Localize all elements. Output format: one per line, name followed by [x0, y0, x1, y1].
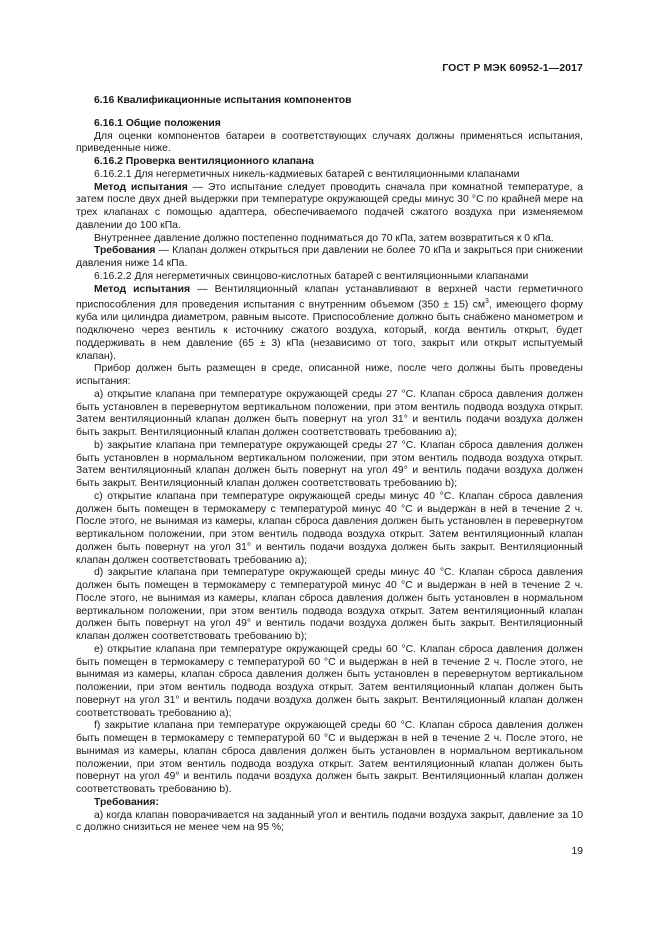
- nicd-requirement-text: — Клапан должен открыться при давлении не более 70 кПа и закрыться при снижении давления ниже 14 кПа.: [76, 245, 583, 269]
- list-item: c) открытие клапана при температуре окружающей среды минус 40 °С. Клапан сброса давления должен быть помещен в термокамеру с температурой минус 40 °С и выдержан в ней в течение 2 ч. После этого, не вынимая из камеры, клапан сброса давления должен быть установлен в перевернутом вертикальном положении, при этом вентиль подвода воздуха открыт. Затем вентиляционный клапан должен быть повернут на угол 31° и вентиль подачи воздуха должен быть закрыт. Вентиляционный клапан должен соответствовать требованию a);: [76, 490, 583, 566]
- page-number: 19: [571, 845, 583, 857]
- nicd-method-label: Метод испытания: [94, 181, 188, 193]
- lead-method-text-b: , имеющего форму куба или цилиндра диаметром, равным высоте. Приспособление должно быть снабжено манометром и подключено через вентиль к источнику сжатого воздуха, который, когда вентиль открыт, будет поддерживать в нем давление (65 ± 3) кПа (независимо от того, закрыт или открыт испытуемый клапан).: [76, 299, 583, 362]
- requirements-label: Требования:: [94, 796, 159, 808]
- list-item: d) закрытие клапана при температуре окружающей среды минус 40 °С. Клапан сброса давления должен быть помещен в термокамеру с температурой минус 40 °С и выдержан в ней в течение 2 ч. После этого, не вынимая из камеры, клапан сброса давления должен быть установлен в нормальном вертикальном положении, при этом вентиль подвода воздуха открыт. Затем вентиляционный клапан должен быть повернут на угол 49° и вентиль подачи воздуха должен быть закрыт. Вентиляционный клапан должен соответствовать требованию b);: [76, 567, 583, 643]
- subsection-title-valve: 6.16.2 Проверка вентиляционного клапана: [94, 156, 314, 167]
- list-item: f) закрытие клапана при температуре окружающей среды 60 °С. Клапан сброса давления должен быть помещен в термокамеру с температурой 60 °С и выдержан в ней в течение 2 ч. После этого, не вынимая из камеры, клапан сброса давления должен быть установлен в нормальном вертикальном положении, при этом вентиль подвода воздуха открыт. Затем вентиляционный клапан должен быть повернут на угол 49° и вентиль подачи воздуха должен быть закрыт. Вентиляционный клапан должен соответствовать требованию b).: [76, 720, 583, 796]
- document-code: ГОСТ Р МЭК 60952-1—2017: [442, 62, 583, 74]
- nicd-method-paragraph: [76, 182, 583, 233]
- nicd-pressure-paragraph: Внутреннее давление должно постепенно подниматься до 70 кПа, затем возвратиться к 0 кПа.: [94, 232, 554, 244]
- nicd-method-text: — Это испытание следует проводить сначала при комнатной температуре, а затем после двух дней выдержки при температуре окружающей среды минус 30 °С по крайней мере на трех клапанах с помощью адаптера, обеспечиваемого подачей сжатого воздуха при изменяемом давлении до 100 кПа.: [76, 181, 583, 231]
- lead-device-paragraph: Прибор должен быть размещен в среде, описанной ниже, после чего должны быть проведены испытания:: [76, 363, 583, 388]
- lead-method-paragraph: [76, 284, 583, 364]
- list-item: a) открытие клапана при температуре окружающей среды 27 °С. Клапан сброса давления должен быть установлен в перевернутом вертикальном положении, при этом вентиль подвода воздуха открыт. Затем вентиляционный клапан должен быть повернут на угол 31° и вентиль подачи воздуха должен быть закрыт. Вентиляционный клапан должен соответствовать требованию a);: [76, 388, 583, 439]
- general-paragraph: Для оценки компонентов батареи в соответствующих случаях должны применяться испытания, приведенные ниже.: [76, 130, 583, 155]
- lead-method-superscript: 3: [484, 298, 489, 306]
- requirement-a: a) когда клапан поворачивается на заданный угол и вентиль подачи воздуха закрыт, давление за 10 с должно снизиться не менее чем на 95 %;: [76, 809, 583, 834]
- list-item: e) открытие клапана при температуре окружающей среды 60 °С. Клапан сброса давления должен быть помещен в термокамеру с температурой 60 °С и выдержан в ней в течение 2 ч. После этого, не вынимая из камеры, клапан сброса давления должен быть установлен в перевернутом вертикальном положении, при этом вентиль подвода воздуха открыт. Затем вентиляционный клапан должен быть повернут на угол 31° и вентиль подачи воздуха должен быть закрыт. Вентиляционный клапан должен соответствовать требованию a);: [76, 643, 583, 719]
- section-title: 6.16 Квалификационные испытания компонентов: [94, 95, 352, 106]
- nicd-requirement-label: Требования: [94, 245, 156, 257]
- subsection-title-general: 6.16.1 Общие положения: [94, 117, 221, 129]
- nicd-requirement-paragraph: [76, 245, 583, 271]
- list-item: b) закрытие клапана при температуре окружающей среды 27 °С. Клапан сброса давления должен быть установлен в нормальном вертикальном положении, при этом вентиль подвода воздуха открыт. Затем вентиляционный клапан должен быть повернут на угол 49° и вентиль подачи воздуха должен быть закрыт. Вентиляционный клапан должен соответствовать требованию b);: [76, 439, 583, 490]
- document-body: [76, 95, 583, 835]
- lead-method-text-a: — Вентиляционный клапан устанавливают в верхней части герметичного приспособления для проведения испытания с внутренним объемом (350 ± 15) см: [76, 283, 584, 311]
- nicd-intro: 6.16.2.1 Для негерметичных никель-кадмиевых батарей с вентиляционными клапанами: [94, 168, 520, 180]
- lead-intro: 6.16.2.2 Для негерметичных свинцово-кислотных батарей с вентиляционными клапанами: [94, 270, 529, 282]
- lead-method-label: Метод испытания: [94, 283, 191, 295]
